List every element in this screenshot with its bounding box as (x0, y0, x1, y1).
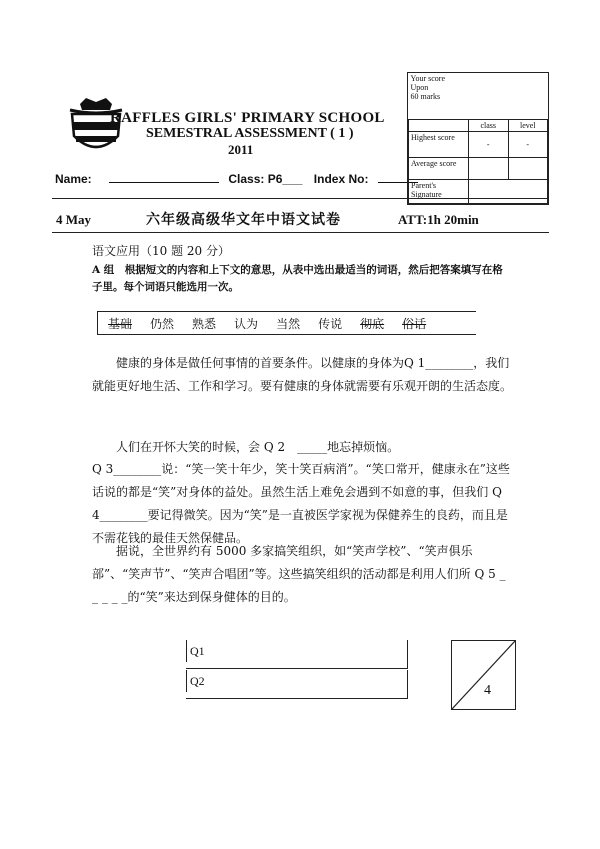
score-box (407, 72, 549, 205)
word-bank-item: 仍然 (150, 316, 175, 331)
word-bank-item: 基础 (108, 316, 133, 331)
marks-value: 4 (484, 683, 491, 698)
exam-subject: 六年级高级华文年中语文试卷 (146, 212, 341, 228)
assessment-year: 2011 (228, 142, 254, 157)
upon-label: Upon (410, 83, 429, 92)
q2-label: Q2 (190, 674, 205, 688)
q1-label: Q1 (190, 644, 205, 658)
average-class-value (469, 158, 509, 180)
highest-score-label: Highest score (409, 132, 469, 158)
passage-paragraph-1: 健康的身体是做任何事情的首要条件。以健康的身体为Q 1________，我们就能更好地生活、工作和学习。要有健康的身体就需要有乐观开朗的生活态度。 (92, 356, 513, 393)
school-name: RAFFLES GIRLS' PRIMARY SCHOOL (110, 110, 385, 126)
class-label: Class: P6___ (228, 172, 303, 186)
section-instruction: A 组 根据短文的内容和上下文的意思，从表中选出最适当的词语，然后把答案填写在格子里。每个词语只能选用一次。 (92, 264, 503, 293)
average-level-value (508, 158, 548, 180)
answer-row-q1[interactable] (186, 640, 408, 669)
word-bank-item: 彻底 (360, 316, 385, 331)
parent-signature-label: Parent's Signature (409, 180, 469, 204)
word-bank-item: 传说 (318, 316, 343, 331)
marks-box (451, 640, 516, 710)
section-title: 语文应用（10 题 20 分） (92, 244, 230, 258)
index-label: Index No: (313, 172, 369, 186)
marks-label: 60 marks (410, 92, 441, 101)
word-bank-item: 俗话 (402, 316, 427, 331)
school-crest-icon (66, 96, 126, 160)
answer-row-q2[interactable] (186, 670, 408, 699)
passage-paragraph-4: 据说，全世界约有 5000 多家搞笑组织，如“笑声学校”、“笑声俱乐部”、“笑声节”、“笑声合唱团”等。这些搞笑组织的活动都是利用人们所 Q 5 _ _ _ _ _的“笑”来达到保身健体的目的。 (92, 544, 506, 604)
exam-duration: ATT:1h 20min (398, 212, 479, 227)
word-bank-item: 熟悉 (192, 316, 217, 331)
header-divider (52, 198, 549, 199)
exam-date: 4 May (56, 212, 92, 227)
level-col-header: level (508, 120, 548, 132)
parent-signature-field[interactable] (469, 180, 548, 204)
subject-divider (52, 232, 549, 233)
passage-paragraph-2: 人们在开怀大笑的时候，会 Q 2 _____地忘掉烦恼。 (116, 440, 400, 454)
class-col-header: class (469, 120, 509, 132)
name-label: Name: (55, 172, 92, 186)
answer-box (186, 640, 408, 700)
word-bank-item: 当然 (276, 316, 301, 331)
word-bank-item: 认为 (234, 316, 259, 331)
student-info-row (55, 172, 418, 186)
average-score-label: Average score (409, 158, 469, 180)
name-field[interactable] (109, 182, 219, 183)
your-score-label: Your score (410, 74, 446, 83)
highest-level-value: - (508, 132, 548, 158)
highest-class-value: - (469, 132, 509, 158)
assessment-title: SEMESTRAL ASSESSMENT ( 1 ) (146, 126, 354, 141)
word-bank (97, 311, 476, 335)
passage-paragraph-3: Q 3________说：“笑一笑十年少，笑十笑百病消”。“笑口常开，健康永在”这些话说的都是“笑”对身体的益处。虽然生活上难免会遇到不如意的事，但我们 Q 4________要记得微笑。因为“笑”是一直被医学家视为保健养生的良药，而且是不需花钱的最佳天然保健品。 (92, 462, 510, 545)
